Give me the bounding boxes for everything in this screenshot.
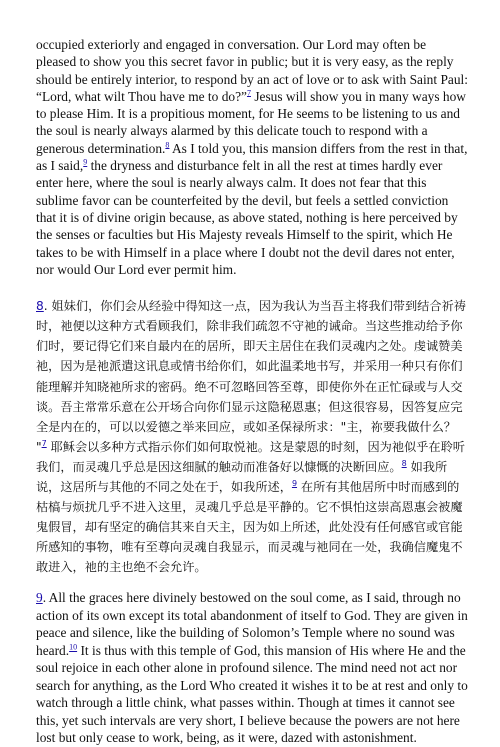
paragraph-text: 如我所说，这居所与其他的不同之处在于，如我所述， bbox=[36, 459, 448, 494]
paragraph-text: . All the graces here divinely bestowed on the soul come, as I said, through no action of its own except its total abandonment of itself to God. They are given in peace and silence, like the building of Solomon’s Temple where no sound was heard. bbox=[36, 590, 468, 658]
paragraph-english-section-9 bbox=[36, 589, 468, 747]
paragraph-text: Jesus will show you in many ways how to please Him. It is a propitious moment, for He seems to be listening to us and the soul is nearly always alarmed by this delicate touch to respond with a generous determination. bbox=[36, 88, 466, 156]
paragraph-number-link[interactable]: 8 bbox=[36, 299, 44, 314]
paragraph-text: the dryness and disturbance felt in all the rest at times hardly ever enter here, where the soul is nearly always calm. It does not fear that this sublime favor can be counterfeited by the devil, but feels a settled conviction that it is of divine origin because, as above stated, nothing is here perceived by the senses or faculties but His Majesty reveals Himself to the spirit, which He takes to be with Himself in a place where I doubt not the devil dares not enter, nor would Our Lord ever permit him. bbox=[36, 158, 458, 277]
paragraph-spacer bbox=[36, 577, 468, 589]
document-page bbox=[36, 36, 468, 747]
footnote-link[interactable]: 8 bbox=[401, 458, 407, 468]
footnote-link[interactable]: 8 bbox=[165, 140, 170, 150]
paragraph-text: 耶稣会以多种方式指示你们如何取悦祂。这是蒙恩的时刻，因为祂似乎在聆听我们，而灵魂几乎总是因这细腻的触动而准备好以慷慨的决断回应。 bbox=[36, 439, 465, 474]
paragraph-text: 在所有其他居所中时而感到的枯槁与烦扰几乎不进入这里，灵魂几乎总是平静的。它不惧怕这崇高恩惠会被魔鬼假冒，却有坚定的确信其来自天主，因为如上所述，此处没有任何感官或官能所感知的事物，唯有至尊向灵魂自我显示，而灵魂与祂同在一处，我确信魔鬼不敢进入，祂的主也绝不会允许。 bbox=[36, 480, 463, 575]
paragraph-text: . 姐妹们，你们会从经验中得知这一点，因为我认为当吾主将我们带到结合祈祷时，祂便以这种方式看顾我们，除非我们疏忽不守祂的诫命。当这些推动给予你们时，要记得它们来自最内在的居所，即天主居住在我们灵魂内之处。虔诚赞美祂，因为是祂派遣这讯息或情书给你们，如此温柔地书写，并采用一种只有你们能理解并知晓祂所求的密码。绝不可忽略回答至尊，即使你外在正忙碌或与人交谈。吾主常常乐意在公开场合向你们显示这隐秘恩惠；但这很容易，因答复应完全是内在的，可以以爱德之举来回应，或如圣保禄所求："主，祢要我做什么？ " bbox=[36, 299, 466, 454]
paragraph-spacer bbox=[36, 278, 468, 296]
footnote-link[interactable]: 9 bbox=[83, 157, 88, 167]
paragraph-english-continuation bbox=[36, 36, 468, 278]
paragraph-chinese-translation bbox=[36, 296, 468, 577]
paragraph-text: As I told you, this mansion differs from the rest in that, as I said, bbox=[36, 140, 468, 174]
footnote-link[interactable]: 7 bbox=[41, 438, 47, 448]
footnote-link[interactable]: 10 bbox=[69, 642, 78, 652]
paragraph-text: occupied exteriorly and engaged in conversation. Our Lord may often be pleased to show you this secret favor in public; but it is very easy, as the reply should be entirely interior, to respond by an act of love or to ask with Saint Paul: “Lord, what wilt Thou have me to do?” bbox=[36, 37, 468, 104]
footnote-link[interactable]: 7 bbox=[246, 88, 251, 98]
footnote-link[interactable]: 9 bbox=[291, 478, 298, 488]
paragraph-text: It is thus with this temple of God, this mansion of His where He and the soul rejoice in each other alone in profound silence. The mind need not act nor search for anything, as the Lord Who created it wishes it to be at rest and only to watch through a little chink, what passes within. Though at times it cannot see this, yet such intervals are very short, I believe because the powers are not here lost but only cease to work, being, as it were, dazed with astonishment. bbox=[36, 642, 468, 746]
paragraph-number-link[interactable]: 9 bbox=[36, 590, 43, 606]
